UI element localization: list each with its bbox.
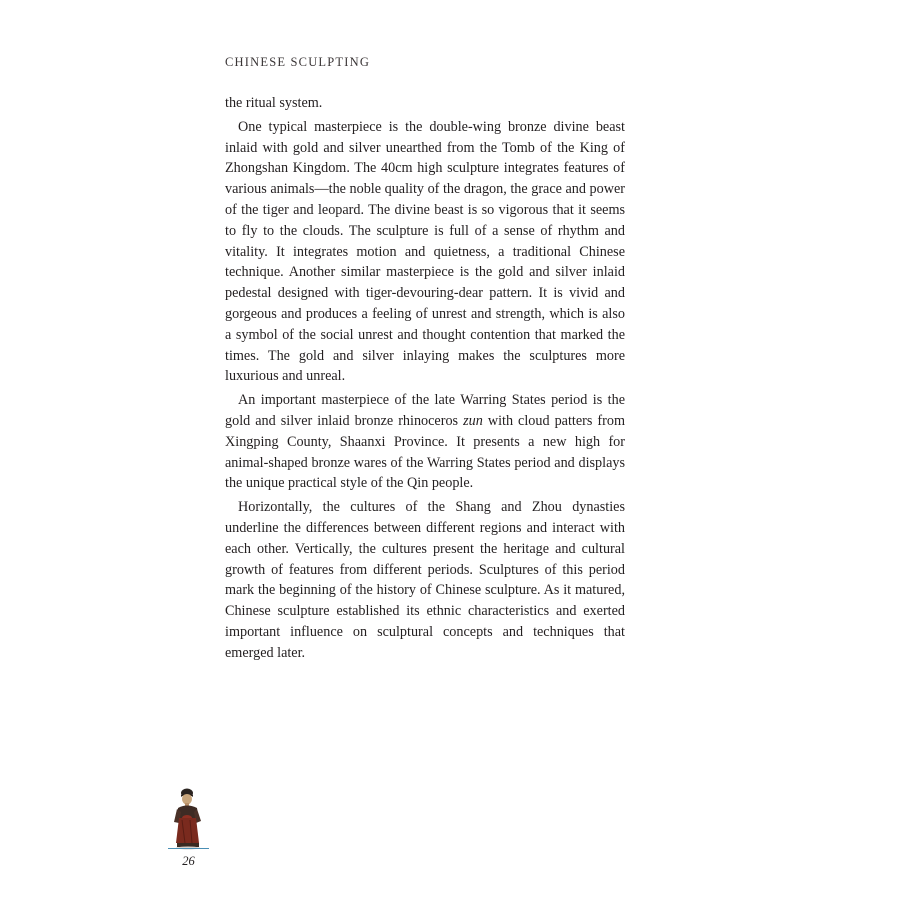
paragraph-conclusion: Horizontally, the cultures of the Shang and Zhou dynasties underline the differences between different regions and interact with each other. Vertically, the cultures present the heritage and cultural growth of features from different periods. Sculptures of this period mark the beginning of the history of Chinese sculpture. As it matured, Chinese sculpture established its ethnic characteristics and exerted important influence on sculptural concepts and techniques that emerged later. [225, 499, 625, 661]
paragraph-rhinoceros-zun [225, 390, 625, 494]
paragraph-winged-beast: One typical masterpiece is the double-wing bronze divine beast inlaid with gold and silver unearthed from the Tomb of the King of Zhongshan Kingdom. The 40cm high sculpture integrates features of various animals—the noble quality of the dragon, the grace and power of the tiger and leopard. The divine beast is so vigorous that it seems to fly to the clouds. The sculpture is full of a sense of rhythm and vitality. It integrates motion and quietness, a traditional Chinese technique. Another similar masterpiece is the gold and silver inlaid pedestal designed with tiger-devouring-dear pattern. It is vivid and gorgeous and produces a feeling of unrest and strength, which is also a symbol of the social unrest and thought contention that marked the times. The gold and silver inlaying makes the sculptures more luxurious and unreal. [225, 118, 625, 385]
page-number: 26 [182, 854, 195, 868]
body-text [225, 93, 625, 664]
footer-rule [168, 848, 209, 849]
paragraph-text: An important masterpiece of the late Warring States period is the gold and silver inlaid bronze rhinoceros [225, 392, 625, 429]
running-head: CHINESE SCULPTING [225, 55, 371, 69]
italic-term: zun [463, 412, 483, 429]
paragraph-continued: the ritual system. [225, 95, 323, 111]
figurine-image [172, 788, 206, 850]
paragraph-text: with cloud patters from Xingping County, Shaanxi Province. It presents a new high for animal-shaped bronze wares of the Warring States period and displays the unique practical style of the Qin people. [225, 412, 625, 492]
